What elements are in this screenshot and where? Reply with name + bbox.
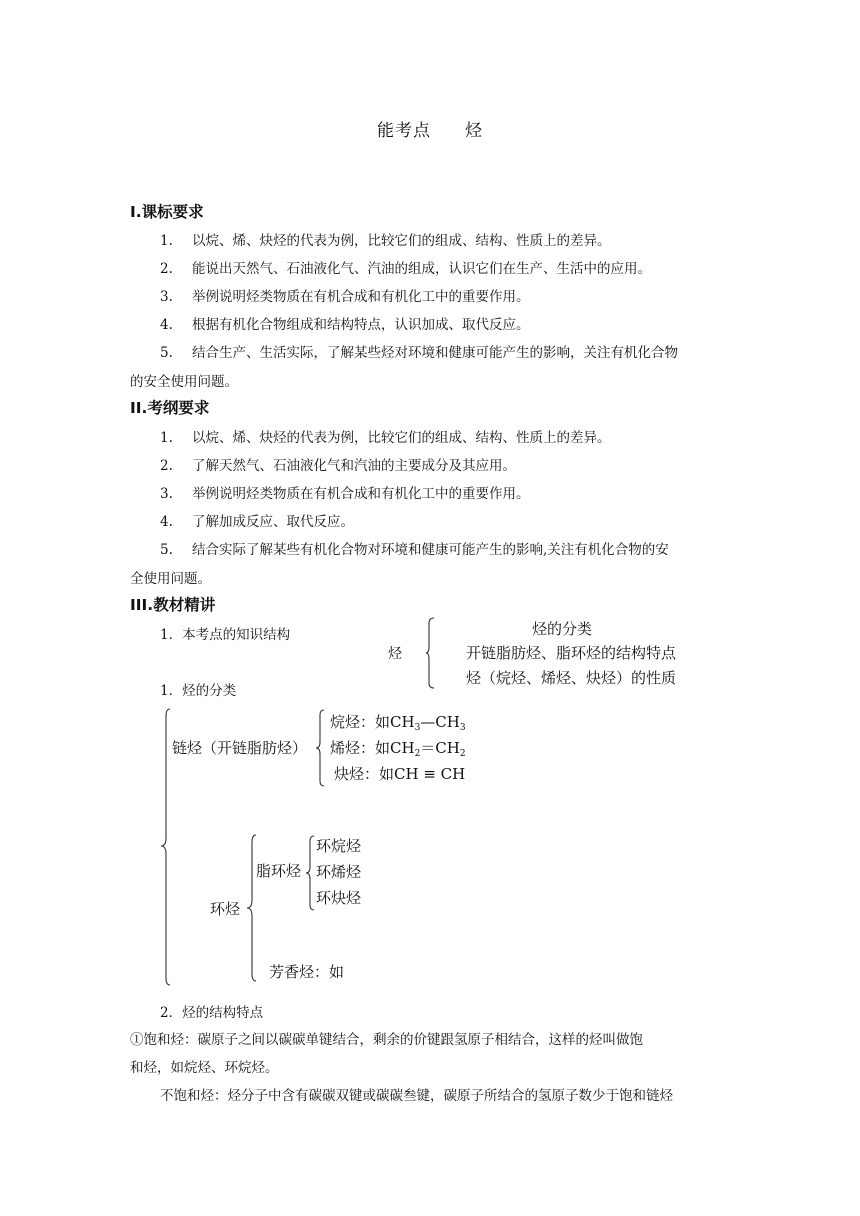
section-heading: III.教材精讲 <box>130 596 216 614</box>
subheading: 2．烃的结构特点 <box>160 1005 264 1021</box>
alicyclic-item: 环烯烃 <box>316 863 362 881</box>
brace <box>246 834 258 982</box>
section-heading: I.课标要求 <box>130 203 204 221</box>
structure-branch: 烃（烷烃、烯烃、炔烃）的性质 <box>466 669 677 687</box>
list-item: 4. 根据有机化合物组成和结构特点，认识加成、取代反应。 <box>160 317 530 333</box>
paragraph-line: 和烃，如烷烃、环烷烃。 <box>130 1060 279 1076</box>
alicyclic-item: 环烷烃 <box>316 837 362 855</box>
list-item: 3. 举例说明烃类物质在有机合成和有机化工中的重要作用。 <box>160 289 530 305</box>
list-item: 4. 了解加成反应、取代反应。 <box>160 514 354 530</box>
list-item: 1. 以烷、烯、炔烃的代表为例，比较它们的组成、结构、性质上的差异。 <box>160 430 611 446</box>
brace <box>160 708 172 986</box>
brace <box>316 709 326 787</box>
aromatic-entry: 芳香烃：如 <box>269 963 345 981</box>
subheading: 1．本考点的知识结构 <box>160 627 291 643</box>
subheading: 1．烃的分类 <box>160 683 237 699</box>
brace <box>306 835 316 911</box>
brace <box>426 617 438 689</box>
cyclic-hydrocarbon-label: 环烃 <box>210 900 241 918</box>
alkene-entry: 烯烃：如$CH_2=CH_2$ <box>330 739 466 759</box>
list-item: 2. 能说出天然气、石油液化气、汽油的组成，认识它们在生产、生活中的应用。 <box>160 261 651 277</box>
paragraph-line: 不饱和烃：烃分子中含有碳碳双键或碳碳叁键，碳原子所结合的氢原子数少于饱和链烃 <box>160 1088 673 1104</box>
alkyne-entry: 炔烃：如CH ≡ CH <box>334 765 466 783</box>
list-item: 3. 举例说明烃类物质在有机合成和有机化工中的重要作用。 <box>160 486 530 502</box>
section-heading: II.考纲要求 <box>130 399 210 417</box>
list-item: 1. 以烷、烯、炔烃的代表为例，比较它们的组成、结构、性质上的差异。 <box>160 233 611 249</box>
alicyclic-label: 脂环烃 <box>256 862 302 880</box>
list-item: 5. 结合生产、生活实际，了解某些烃对环境和健康可能产生的影响，关注有机化合物 <box>160 345 678 361</box>
alicyclic-item: 环炔烃 <box>316 889 362 907</box>
structure-branch: 开链脂肪烃、脂环烃的结构特点 <box>466 644 677 662</box>
structure-branch: 烃的分类 <box>532 620 593 638</box>
list-item: 2. 了解天然气、石油液化气和汽油的主要成分及其应用。 <box>160 458 516 474</box>
chain-hydrocarbon-label: 链烃（开链脂肪烃） <box>172 739 308 757</box>
list-item-continuation: 的安全使用问题。 <box>130 374 238 390</box>
list-item-continuation: 全使用问题。 <box>130 571 211 587</box>
paragraph-line: ①饱和烃：碳原子之间以碳碳单键结合，剩余的价键跟氢原子相结合，这样的烃叫做饱 <box>130 1032 643 1048</box>
alkane-entry: 烷烃：如$CH_3—CH_3$ <box>330 713 466 733</box>
list-item: 5. 结合实际了解某些有机化合物对环境和健康可能产生的影响,关注有机化合物的安 <box>160 542 669 558</box>
page-title: 能考点 烃 <box>377 121 483 141</box>
structure-root: 烃 <box>388 646 402 662</box>
